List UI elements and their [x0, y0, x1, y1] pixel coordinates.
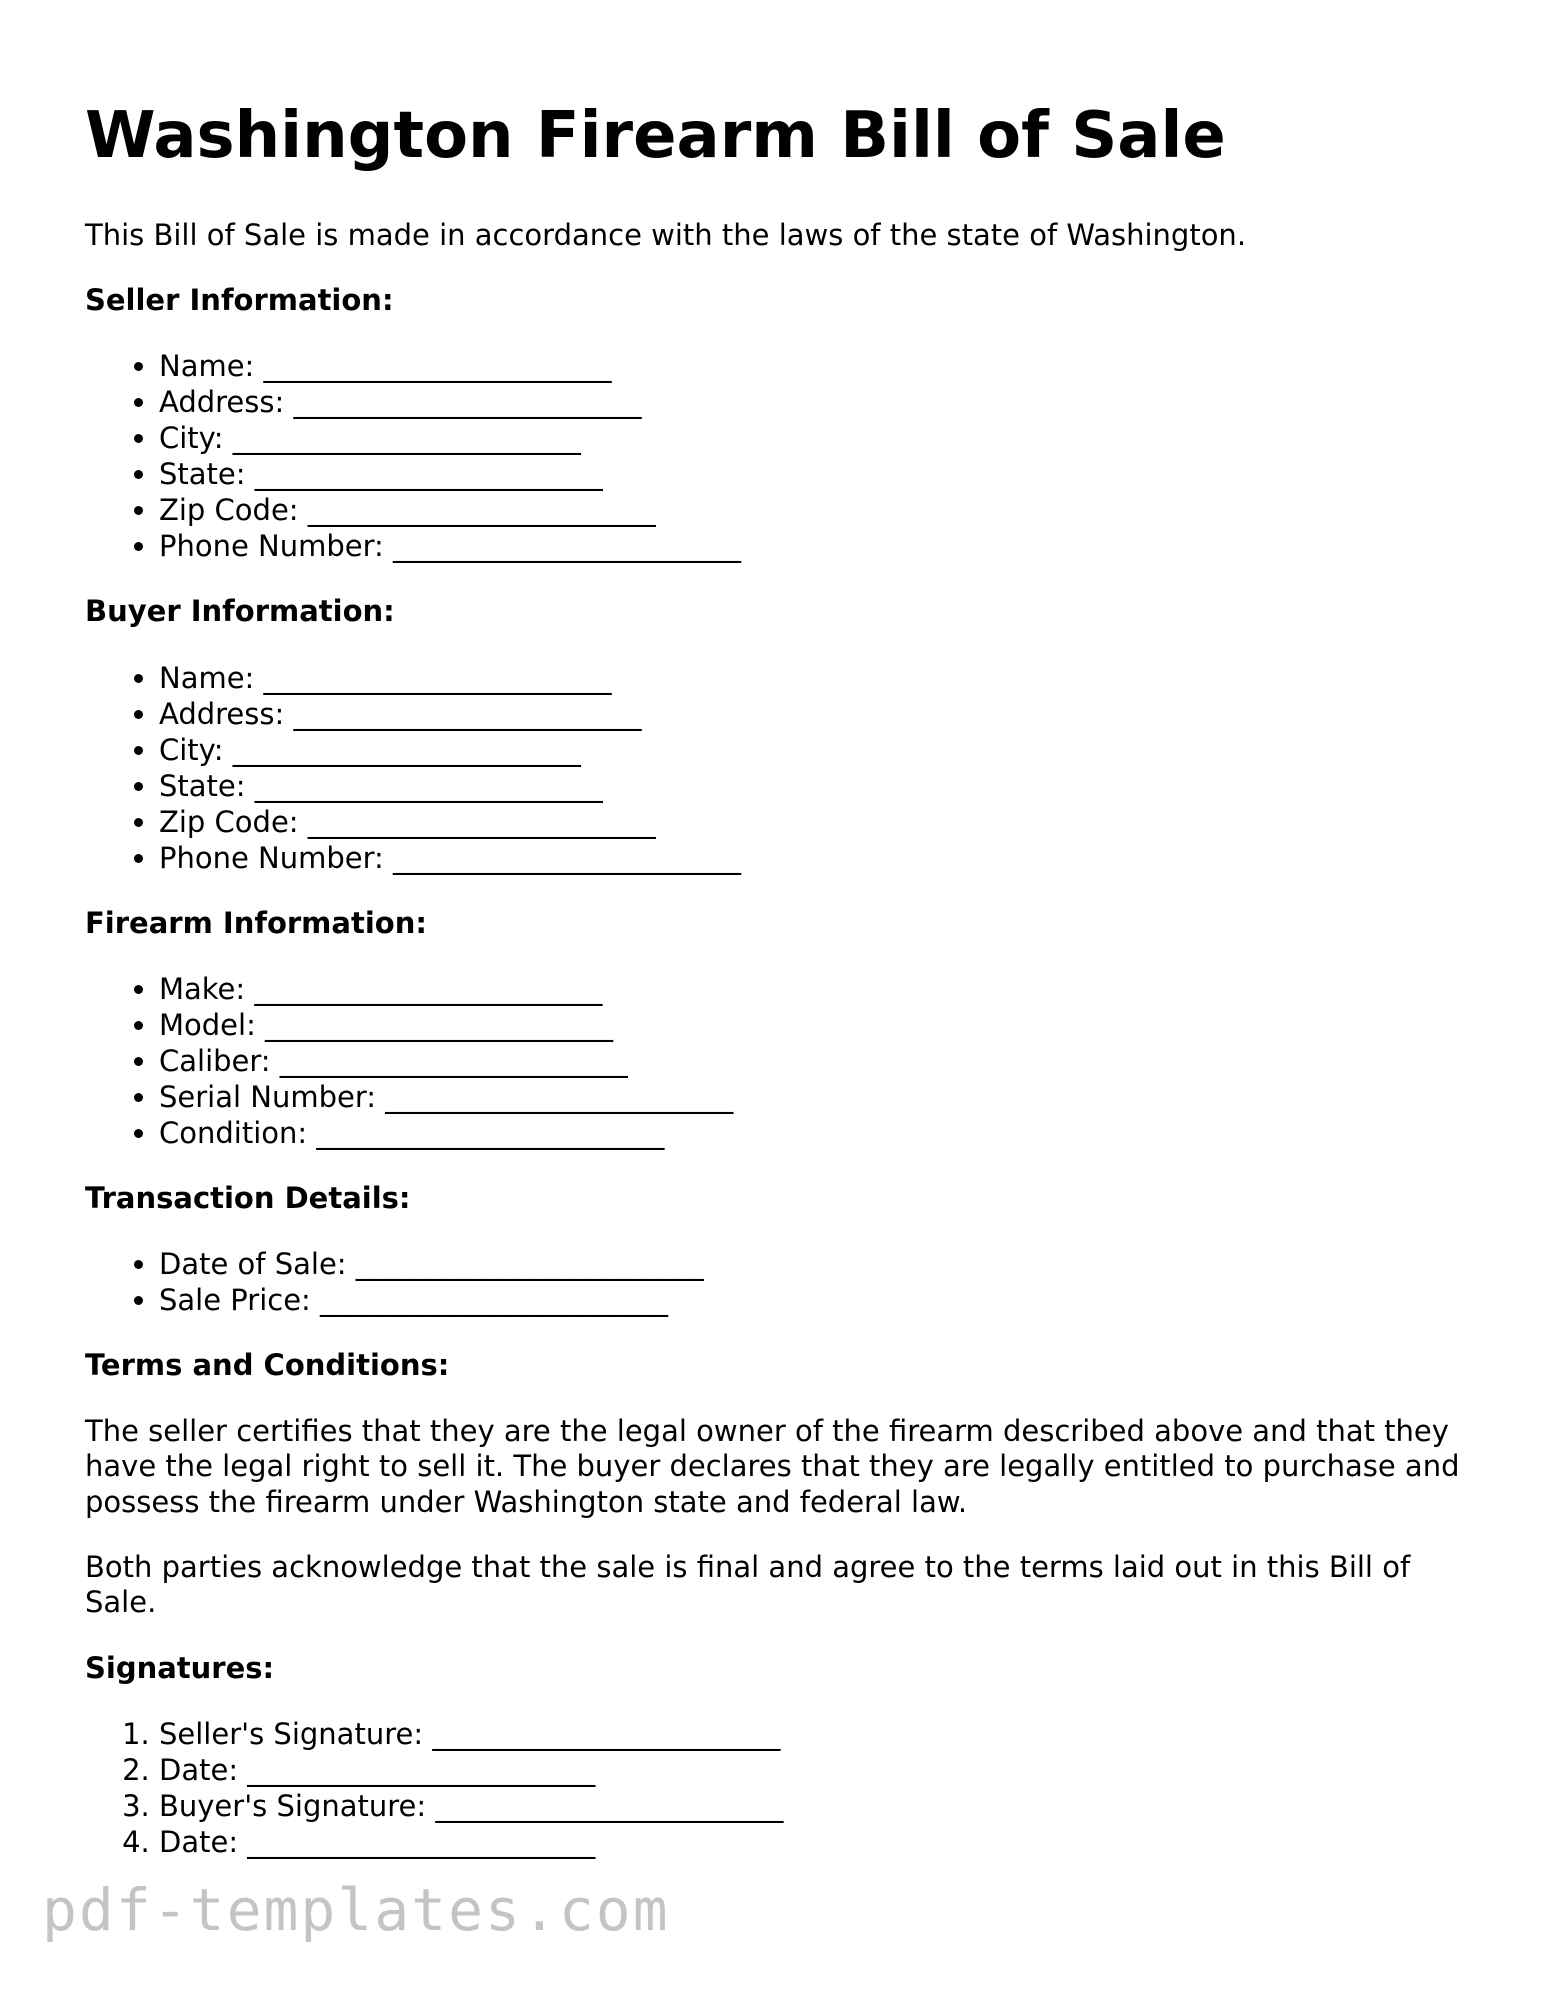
firearm-serial-field: • Serial Number: ________________________: [159, 1079, 1465, 1115]
buyer-address-field: • Address: ________________________: [159, 696, 1465, 732]
sale-price-field: • Sale Price: ________________________: [159, 1282, 1465, 1318]
acknowledgement-paragraph: Both parties acknowledge that the sale is final and agree to the terms laid out in this Bill of Sale.: [85, 1549, 1411, 1620]
buyer-name-field: • Name: ________________________: [159, 660, 1465, 696]
firearm-fields: [85, 971, 1465, 1151]
terms-heading: Terms and Conditions:: [85, 1348, 450, 1383]
buyer-date-field: 4. Date: ________________________: [159, 1824, 1465, 1860]
sale-date-field: • Date of Sale: ________________________: [159, 1246, 1465, 1282]
seller-fields: [85, 348, 1465, 564]
seller-heading: Seller Information:: [85, 282, 394, 317]
intro-text: This Bill of Sale is made in accordance with the laws of the state of Washington.: [85, 217, 1247, 252]
buyer-zip-field: • Zip Code: ________________________: [159, 804, 1465, 840]
seller-state-field: • State: ________________________: [159, 456, 1465, 492]
seller-city-field: • City: ________________________: [159, 420, 1465, 456]
seller-address-field: • Address: ________________________: [159, 384, 1465, 420]
seller-date-field: 2. Date: ________________________: [159, 1752, 1465, 1788]
seller-phone-field: • Phone Number: ________________________: [159, 528, 1465, 564]
document-page: [85, 100, 1465, 1890]
signature-fields: [85, 1716, 1465, 1860]
buyer-fields: [85, 660, 1465, 876]
seller-name-field: • Name: ________________________: [159, 348, 1465, 384]
terms-paragraph: The seller certifies that they are the legal owner of the firearm described above and that they have the legal right to sell it. The buyer declares that they are legally entitled to purchase and possess the firearm under Washington state and federal law.: [85, 1413, 1460, 1519]
buyer-signature-field: 3. Buyer's Signature: ________________________: [159, 1788, 1465, 1824]
document-title: Washington Firearm Bill of Sale: [85, 99, 1226, 173]
buyer-city-field: • City: ________________________: [159, 732, 1465, 768]
buyer-phone-field: • Phone Number: ________________________: [159, 840, 1465, 876]
firearm-model-field: • Model: ________________________: [159, 1007, 1465, 1043]
buyer-heading: Buyer Information:: [85, 594, 395, 629]
firearm-caliber-field: • Caliber: ________________________: [159, 1043, 1465, 1079]
transaction-heading: Transaction Details:: [85, 1181, 411, 1216]
seller-zip-field: • Zip Code: ________________________: [159, 492, 1465, 528]
firearm-heading: Firearm Information:: [85, 905, 427, 940]
seller-signature-field: 1. Seller's Signature: ________________________: [159, 1716, 1465, 1752]
firearm-make-field: • Make: ________________________: [159, 971, 1465, 1007]
watermark-text: pdf-templates.com: [42, 1876, 670, 1944]
buyer-state-field: • State: ________________________: [159, 768, 1465, 804]
transaction-fields: [85, 1246, 1465, 1318]
firearm-condition-field: • Condition: ________________________: [159, 1115, 1465, 1151]
signatures-heading: Signatures:: [85, 1650, 275, 1685]
